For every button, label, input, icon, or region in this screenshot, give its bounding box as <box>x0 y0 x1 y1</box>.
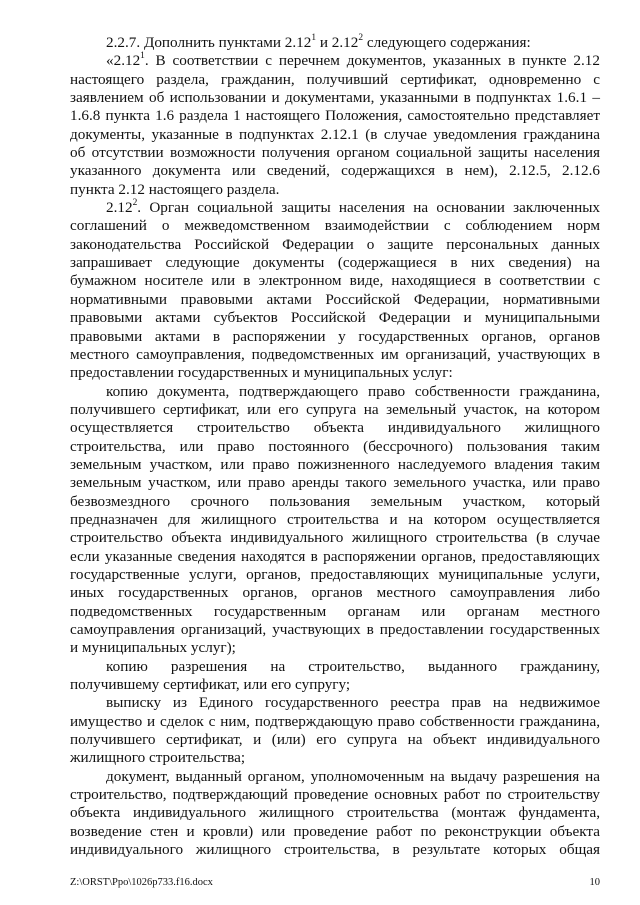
paragraph-construction-document <box>70 768 600 860</box>
paragraph-line: индивидуального жилищного строительства, в результате которых общая <box>70 841 600 859</box>
paragraph-line: 2.12$^2$. Орган социальной защиты населения на основании заключенных <box>106 197 600 217</box>
file-path: Z:\ORST\Ppo\1026p733.f16.docx <box>70 877 213 888</box>
paragraph-line: самоуправления организаций, участвующих в предоставлении государственных <box>70 621 600 638</box>
paragraph-line: копию разрешения на строительство, выданного гражданину, <box>106 657 600 675</box>
intro-line: 2.2.7. Дополнить пунктами 2.12$^1$ и 2.12$^2$ следующего содержания: <box>106 32 531 51</box>
paragraph-line: строительства, или право постоянного (бессрочного) пользования таким <box>70 437 600 455</box>
paragraph-line: объекта индивидуального жилищного строительства (монтаж фундамента, <box>70 804 600 822</box>
paragraph-line: земельным участком, или право пожизненного наследуемого владения таким <box>70 455 600 473</box>
paragraph-line: государственные услуги, органов, предоставляющих муниципальные услуги, <box>70 565 600 583</box>
paragraph-line: указанного документа или сведений, содержащихся в нем), 2.12.5, 2.12.6 <box>70 162 600 180</box>
paragraph-line: строительство, подтверждающий проведение основных работ по строительству <box>70 786 600 804</box>
paragraph-line: нормативными правовыми актами Российской Федерации, нормативными <box>70 290 600 308</box>
paragraph-line: местного самоуправления, подведомственных им организаций, участвующих в <box>70 345 600 363</box>
paragraph-line: правовыми актами в распоряжении у государственных органов, органов <box>70 327 600 345</box>
paragraph-line: предоставлении государственных и муниципальных услуг: <box>70 364 453 382</box>
paragraph-land-document <box>70 383 600 658</box>
paragraph-line: пункта 2.12 настоящего раздела. <box>70 180 280 198</box>
paragraph-line: выписку из Единого государственного реестра прав на недвижимое <box>106 694 600 712</box>
paragraph-line: имущество и сделок с ним, подтверждающую право собственности гражданина, <box>70 712 600 730</box>
paragraph-line: строительство объекта индивидуального жилищного строительства (в случае <box>70 529 600 547</box>
paragraph-line: получившего сертификат, и (или) его супруга на объект индивидуального <box>70 731 600 749</box>
paragraph-line: документ, выданный органом, уполномоченным на выдачу разрешения на <box>106 767 600 785</box>
paragraph-line: иных государственных органов, органов местного самоуправления либо <box>70 584 600 602</box>
paragraph-line: возведение стен и кровли) или проведение работ по реконструкции объекта <box>70 822 600 840</box>
paragraph-line: «2.12$^1$. В соответствии с перечнем документов, указанных в пункте 2.12 <box>106 50 600 70</box>
paragraph-line: земельным участком, или право аренды такого земельного участка, или право <box>70 474 600 492</box>
paragraph-line: копию документа, подтверждающего право собственности гражданина, <box>106 382 600 400</box>
paragraph-line: законодательства Российской Федерации о защите персональных данных <box>70 235 600 253</box>
paragraph-line: заявлением об использовании и документами, указанными в подпунктах 1.6.1 – <box>70 89 600 107</box>
document-body <box>70 34 600 859</box>
paragraph-line: подведомственных государственным органам или органам местного <box>70 602 600 620</box>
paragraph-line: бумажном носителе или в электронном виде, находящиеся в соответствии с <box>70 272 600 290</box>
paragraph-registry-extract <box>70 694 600 767</box>
paragraph-line: предназначен для жилищного строительства и на котором осуществляется <box>70 510 600 528</box>
paragraph-2-12-2 <box>70 199 600 382</box>
paragraph-building-permit <box>70 658 600 695</box>
paragraph-line: об отсутствии возможности получения органом социальной защиты населения <box>70 144 600 162</box>
paragraph-line: документы, указанные в подпунктах 2.12.1 (в случае уведомления гражданина <box>70 125 600 143</box>
paragraph-2-12-1 <box>70 52 600 199</box>
paragraph-line: правовыми актами субъектов Российской Федерации и муниципальными <box>70 309 600 327</box>
paragraph-line: безвозмездного срочного пользования земельным участком, который <box>70 492 600 510</box>
paragraph-line: жилищного строительства; <box>70 749 246 767</box>
paragraph-line: 1.6.8 пункта 1.6 раздела 1 настоящего Положения, самостоятельно представляет <box>70 107 600 125</box>
page-number: 10 <box>589 877 600 888</box>
paragraph-line: если указанные сведения находятся в распоряжении органов, предоставляющих <box>70 547 600 565</box>
paragraph-line: осуществляется строительство объекта индивидуального жилищного <box>70 419 600 437</box>
paragraph-line: запрашивает следующие документы (содержащиеся в них сведения) на <box>70 254 600 272</box>
paragraph-line: получившему сертификат, или его супругу; <box>70 676 351 694</box>
paragraph-line: настоящего раздела, гражданин, получивший сертификат, одновременно с <box>70 70 600 88</box>
paragraph-line: и муниципальных услуг); <box>70 639 236 657</box>
paragraph-line: получившего сертификат, или его супруга на земельный участок, на котором <box>70 400 600 418</box>
paragraph-line: соглашений о межведомственном взаимодействии с соблюдением норм <box>70 217 600 235</box>
